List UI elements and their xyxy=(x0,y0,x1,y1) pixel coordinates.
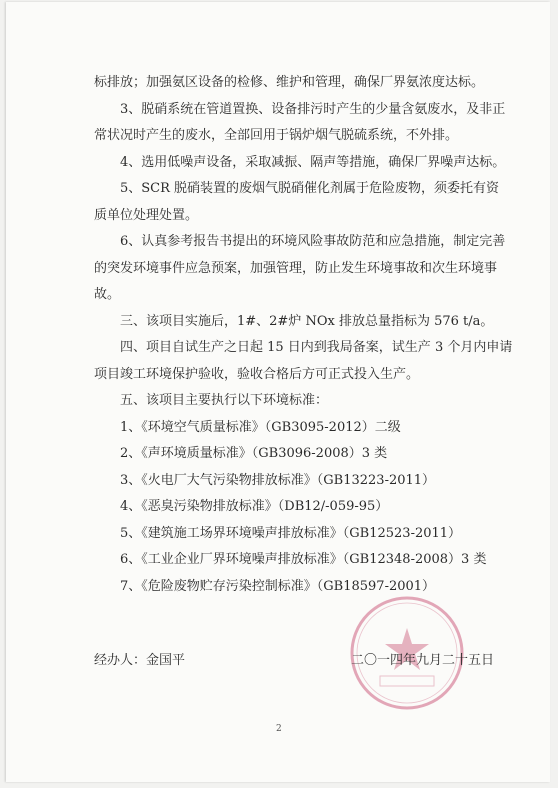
body-line: 3、脱硝系统在管道置换、设备排污时产生的少量含氨废水，及非正 xyxy=(120,101,506,117)
body-line: 5、SCR 脱硝装置的废烟气脱硝催化剂属于危险废物，须委托有资 xyxy=(120,181,500,196)
issue-date: 二〇一四年九月二十五日 xyxy=(350,653,494,668)
document-page xyxy=(6,2,550,782)
standard-item: 6、《工业企业厂界环境噪声排放标准》（GB12348-2008）3 类 xyxy=(120,552,487,567)
body-line: 标排放；加强氨区设备的检修、维护和管理，确保厂界氨浓度达标。 xyxy=(94,75,485,90)
handler-name: 经办人：金国平 xyxy=(94,653,186,668)
body-line: 项目竣工环境保护验收，验收合格后方可正式投入生产。 xyxy=(94,366,420,382)
standard-item: 3、《火电厂大气污染物排放标准》（GB13223-2011） xyxy=(120,472,436,488)
body-line: 的突发环境事件应急预案，加强管理，防止发生环境事故和次生环境事 xyxy=(94,260,498,276)
standard-item: 5、《建筑施工场界环境噪声排放标准》（GB12523-2011） xyxy=(120,525,462,541)
standard-item: 2、《声环境质量标准》（GB3096-2008）3 类 xyxy=(120,446,388,461)
body-line: 五、该项目主要执行以下环境标准： xyxy=(120,393,329,408)
body-line: 6、认真参考报告书提出的环境风险事故防范和应急措施，制定完善 xyxy=(120,234,506,249)
standard-item: 1、《环境空气质量标准》（GB3095-2012）二级 xyxy=(120,419,401,435)
body-line: 三、该项目实施后，1#、2#炉 NOx 排放总量指标为 576 t/a。 xyxy=(120,313,494,329)
body-line: 故。 xyxy=(94,287,121,302)
standard-item: 4、《恶臭污染物排放标准》（DB12/-059-95） xyxy=(120,499,389,514)
standard-item: 7、《危险废物贮存污染控制标准》（GB18597-2001） xyxy=(120,578,436,594)
body-line: 常状况时产生的废水，全部回用于锅炉烟气脱硫系统，不外排。 xyxy=(94,128,459,143)
document-body xyxy=(94,70,513,600)
body-line: 4、选用低噪声设备，采取减振、隔声等措施，确保厂界噪声达标。 xyxy=(120,154,506,170)
body-line: 质单位处理处置。 xyxy=(94,207,199,223)
body-line: 四、项目自试生产之日起 15 日内到我局备案，试生产 3 个月内申请 xyxy=(120,340,513,355)
page-number: 2 xyxy=(276,724,282,734)
